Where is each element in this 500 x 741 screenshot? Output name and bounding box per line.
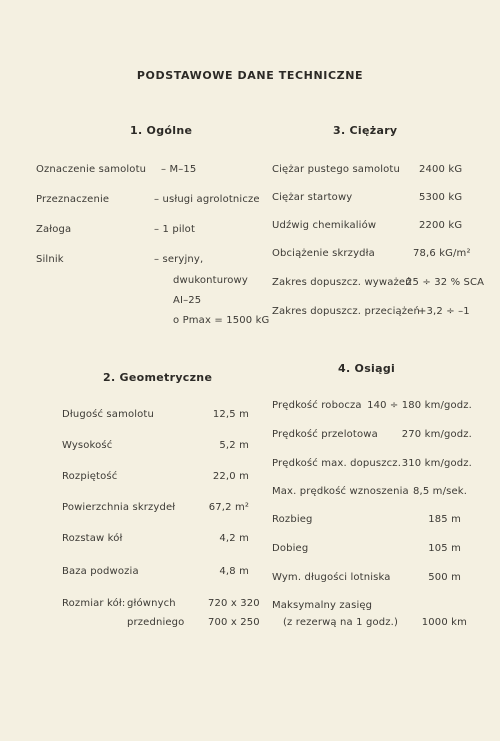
wheel-front-value: 700 x 250 (208, 617, 260, 628)
weight-label: Ciężar startowy (272, 192, 353, 203)
geometry-label: Baza podwozia (62, 566, 139, 577)
performance-value: 270 km/godz. (401, 429, 472, 440)
section-heading-general: 1. Ogólne (130, 124, 193, 137)
geometry-label: Wysokość (62, 440, 113, 451)
performance-value: 105 m (428, 543, 461, 554)
range-sub-label: (z rezerwą na 1 godz.) (283, 617, 398, 628)
geometry-label: Długość samolotu (62, 409, 154, 420)
performance-value: 185 m (428, 514, 461, 525)
performance-label: Wym. długości lotniska (272, 572, 391, 583)
range-label: Maksymalny zasięg (272, 600, 373, 611)
performance-value: 140 ÷ 180 km/godz. (367, 400, 472, 411)
designation-label: Oznaczenie samolotu (36, 164, 147, 175)
engine-label: Silnik (36, 254, 64, 265)
weight-value: 2200 kG (419, 220, 463, 231)
geometry-label: Powierzchnia skrzydeł (62, 502, 176, 513)
geometry-value: 5,2 m (219, 440, 249, 451)
performance-label: Dobieg (272, 543, 309, 554)
geometry-value: 4,2 m (219, 533, 249, 544)
engine-line: dwukonturowy (173, 275, 248, 286)
engine-line: – seryjny, (154, 254, 204, 265)
performance-label: Prędkość max. dopuszcz. (272, 458, 402, 469)
performance-label: Rozbieg (272, 514, 313, 525)
purpose-label: Przeznaczenie (36, 194, 110, 205)
weight-value: +3,2 ÷ –1 (418, 306, 470, 317)
weight-value: 25 ÷ 32 % SCA (406, 277, 485, 288)
section-heading-performance: 4. Osiągi (338, 362, 396, 375)
weight-label: Udźwig chemikaliów (272, 220, 377, 231)
crew-value: – 1 pilot (154, 224, 196, 235)
geometry-value: 67,2 m² (208, 502, 249, 513)
geometry-value: 12,5 m (212, 409, 249, 420)
weight-label: Ciężar pustego samolotu (272, 164, 400, 175)
weight-value: 5300 kG (419, 192, 463, 203)
designation-value: – M–15 (161, 164, 197, 175)
wheel-front-label: przedniego (127, 617, 185, 628)
performance-value: 500 m (428, 572, 461, 583)
performance-value: 8,5 m/sek. (413, 486, 468, 497)
performance-label: Max. prędkość wznoszenia (272, 486, 409, 497)
crew-label: Załoga (36, 224, 72, 235)
wheel-main-value: 720 x 320 (208, 598, 260, 609)
geometry-value: 22,0 m (212, 471, 249, 482)
section-heading-weights: 3. Ciężary (333, 124, 398, 137)
engine-line: o Pmax = 1500 kG (173, 315, 270, 326)
weight-label: Zakres dopuszcz. wyważeń (272, 277, 412, 288)
weight-label: Obciążenie skrzydła (272, 248, 375, 259)
wheel-main-label: głównych (127, 598, 176, 609)
geometry-label: Rozpiętość (62, 471, 118, 482)
section-heading-geometry: 2. Geometryczne (103, 371, 213, 384)
performance-value: 310 km/godz. (401, 458, 472, 469)
performance-label: Prędkość robocza (272, 400, 362, 411)
geometry-value: 4,8 m (219, 566, 249, 577)
wheel-size-label: Rozmiar kół: (62, 598, 126, 609)
engine-line: AI–25 (173, 295, 202, 306)
performance-label: Prędkość przelotowa (272, 429, 378, 440)
weight-label: Zakres dopuszcz. przeciążeń (272, 306, 420, 317)
weight-value: 2400 kG (419, 164, 463, 175)
page-title: PODSTAWOWE DANE TECHNICZNE (136, 69, 364, 82)
weight-value: 78,6 kG/m² (413, 248, 471, 259)
range-value: 1000 km (421, 617, 467, 628)
geometry-label: Rozstaw kół (62, 533, 123, 544)
purpose-value: – usługi agrolotnicze (154, 194, 260, 205)
